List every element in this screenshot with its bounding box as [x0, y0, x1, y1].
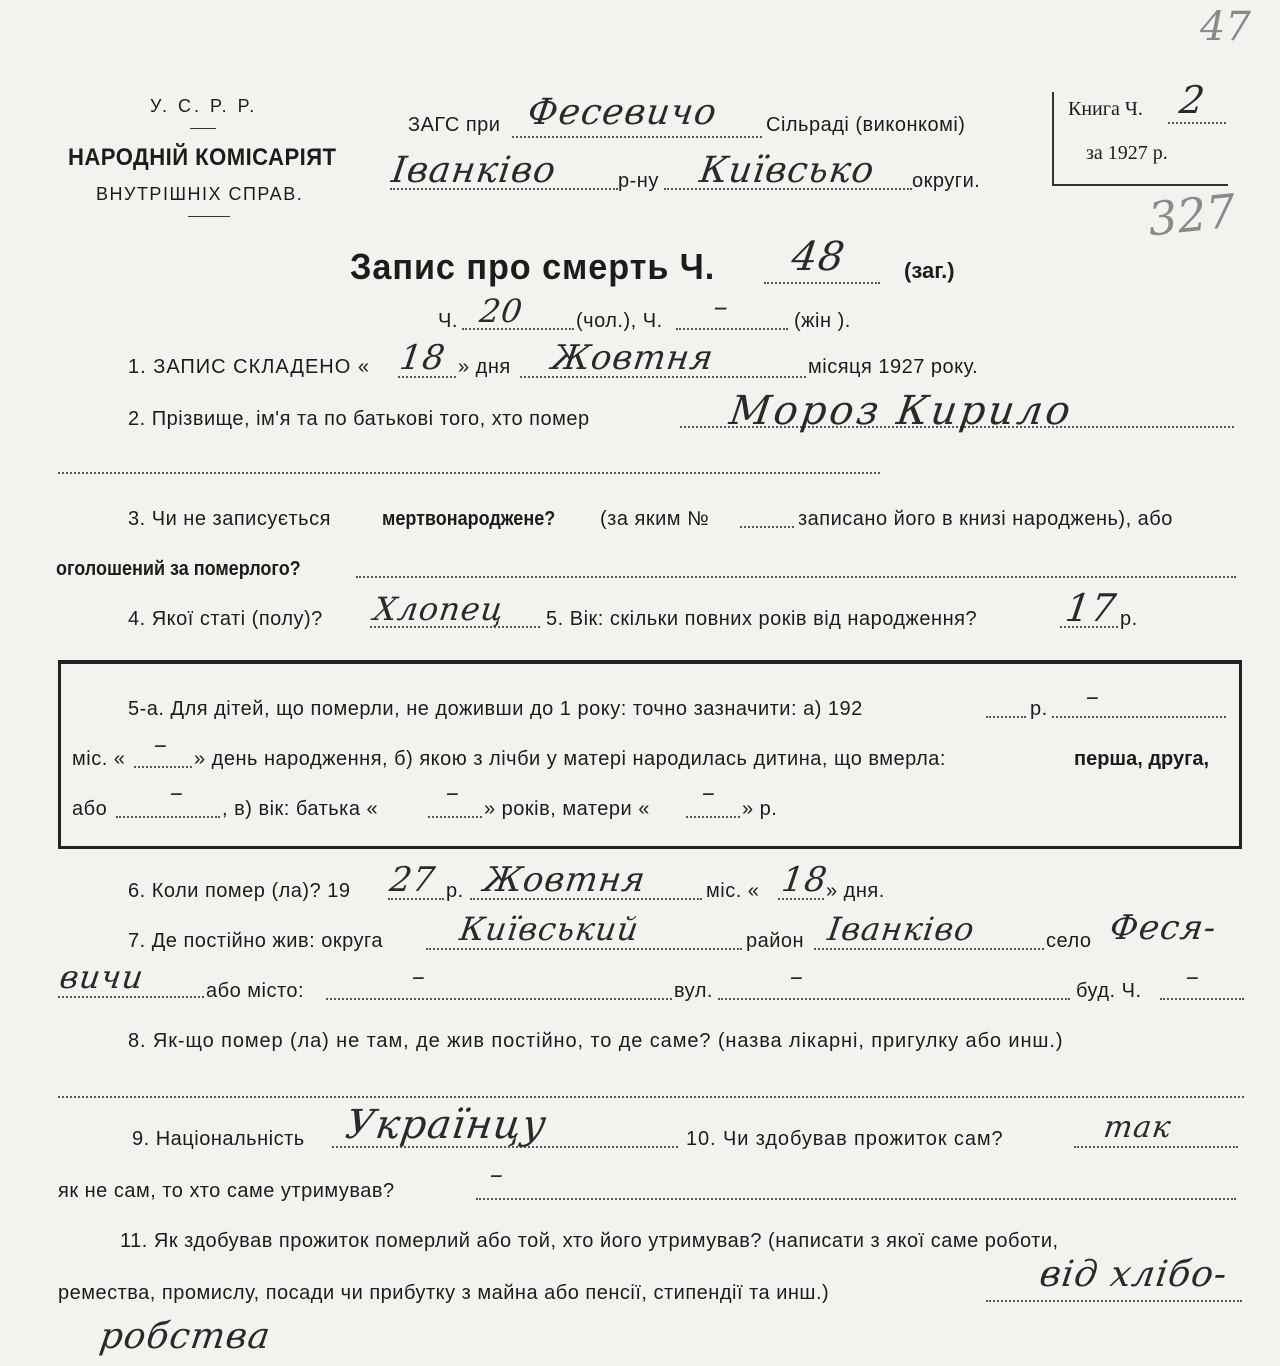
okruga-value: Київсько	[697, 150, 878, 191]
record-title: Запис про смерть Ч.	[350, 246, 716, 287]
q5a-father-dash: –	[443, 778, 463, 808]
q7-label: 7. Де постійно жив: округа	[128, 930, 383, 952]
q7-vul-label: вул.	[674, 980, 713, 1002]
q7-selo-label: село	[1046, 930, 1092, 952]
book-box-bottom	[1052, 184, 1228, 186]
q2-label: 2. Прізвище, ім'я та по батькові того, хто помер	[128, 408, 590, 430]
female-number: –	[711, 290, 732, 323]
female-line	[676, 328, 788, 330]
q6-suffix: » дня.	[826, 880, 885, 902]
rayon-label: р-ну	[618, 170, 659, 192]
selrada-suffix: Сільраді (виконкомі)	[766, 114, 966, 136]
q5a-mother-line	[686, 816, 740, 818]
q2-continuation-line	[58, 472, 880, 474]
q3-declared-line	[356, 576, 1236, 578]
q4-label: 4. Якої статі (полу)?	[128, 608, 323, 630]
q7-vul-line	[718, 998, 1070, 1000]
q4-sex-value: Хлопец	[371, 590, 507, 628]
q7-misto-line	[326, 998, 672, 1000]
male-prefix: Ч.	[438, 310, 458, 332]
book-num-line	[1168, 122, 1226, 124]
q5a-father-line	[428, 816, 482, 818]
zags-prefix: ЗАГС при	[408, 114, 501, 136]
q1-suffix: місяця 1927 року.	[808, 356, 979, 378]
q5a-order-line	[116, 816, 220, 818]
q6-label: 6. Коли помер (ла)? 19	[128, 880, 351, 902]
q5a-line3-b: , в) вік: батька «	[222, 798, 379, 820]
header-commissariat: НАРОДНІЙ КОМІСАРІЯТ	[68, 144, 337, 171]
q5-age-suffix: р.	[1120, 608, 1138, 630]
selrada-value: Фесевичо	[525, 92, 720, 133]
q2-name-value: Мороз Кирило	[726, 388, 1077, 434]
q10-value: так	[1101, 1110, 1174, 1145]
okruga-label: округи.	[912, 170, 981, 192]
q7-selo-line2	[58, 996, 204, 998]
q3-label-a: 3. Чи не записується	[128, 508, 331, 530]
q6-day-value: 18	[779, 860, 831, 900]
q3-number-line	[740, 526, 794, 528]
q7-selo-value: Феся-	[1107, 908, 1220, 948]
pencil-number-top: 47	[1200, 4, 1251, 50]
q8-label: 8. Як-що помер (ла) не там, де жив постійно, то де саме? (назва лікарні, пригулку або инш.)	[128, 1030, 1064, 1052]
header-ussr: У. С. Р. Р.	[150, 96, 258, 116]
q7-misto-dash: –	[409, 962, 429, 992]
book-label: Книга Ч.	[1068, 98, 1143, 120]
q1-month-value: Жовтня	[549, 338, 717, 378]
q10-supporter-dash: –	[487, 1160, 507, 1190]
q7-okruga-value: Київський	[457, 910, 642, 948]
q7-bud-dash: –	[1183, 962, 1203, 992]
q6-r: р.	[446, 880, 464, 902]
q5a-day-dash: –	[151, 730, 171, 760]
male-label: (чол.), Ч.	[576, 310, 663, 332]
q5a-order-dash: –	[167, 778, 187, 808]
q5a-year-line	[986, 716, 1026, 718]
q9-label: 9. Національність	[132, 1128, 305, 1150]
q5a-day-line	[134, 766, 192, 768]
q5a-line3-c: » років, матери «	[484, 798, 650, 820]
q8-answer-line	[58, 1096, 1244, 1098]
q7-bud-line	[1160, 998, 1244, 1000]
q5a-line3-d: » р.	[742, 798, 778, 820]
q11-line1: 11. Як здобував прожиток померлий або той, хто його утримував? (написати з якої саме роботи,	[120, 1230, 1059, 1252]
q7-rayon-value: Іванківо	[825, 910, 978, 948]
q11-answer-line	[986, 1300, 1242, 1302]
q5a-line2-b: » день народження, б) якою з лічби у матері народилась дитина, що вмерла:	[194, 748, 946, 770]
q11-value-1: від хлібо-	[1037, 1254, 1231, 1295]
q7-vul-dash: –	[787, 962, 807, 992]
record-number: 48	[788, 234, 849, 280]
q5a-line2-a: міс. «	[72, 748, 126, 770]
q7-rayon-line	[814, 948, 1044, 950]
q3-label-c: (за яким №	[600, 508, 710, 530]
q6-mis: міс. «	[706, 880, 760, 902]
q10-supporter-line	[476, 1198, 1236, 1200]
q6-month-value: Жовтня	[481, 860, 649, 900]
book-number: 2	[1176, 78, 1209, 122]
q7-selo-value-2: вичи	[57, 958, 147, 996]
header-divider-2	[188, 216, 230, 217]
record-num-line	[764, 282, 880, 284]
q7-rayon-label: район	[746, 930, 805, 952]
pencil-number-side: 327	[1145, 183, 1239, 247]
header-divider-1	[190, 128, 216, 129]
q5a-r: р.	[1030, 698, 1048, 720]
q3-stillborn: мертвонароджене?	[382, 508, 556, 530]
q7-okruga-line	[426, 948, 742, 950]
q10-label: 10. Чи здобував прожиток сам?	[686, 1128, 1004, 1150]
book-box-left	[1052, 92, 1054, 184]
q5a-mother-dash: –	[699, 778, 719, 808]
header-internal-affairs: ВНУТРІШНІХ СПРАВ.	[96, 184, 304, 204]
male-number: 20	[477, 292, 526, 330]
q7-misto-label: або місто:	[206, 980, 305, 1002]
q5a-month-line	[1052, 716, 1226, 718]
female-label: (жін ).	[794, 310, 851, 332]
q3-label-d: записано його в книзі народжень), або	[798, 508, 1173, 530]
book-year: за 1927 р.	[1086, 142, 1168, 164]
q7-bud-label: буд. Ч.	[1076, 980, 1142, 1002]
q5-label: 5. Вік: скільки повних років від народження?	[546, 608, 978, 630]
q5a-month-dash: –	[1083, 682, 1103, 712]
q10-line2-label: як не сам, то хто саме утримував?	[58, 1180, 395, 1202]
rayon-value: Іванківо	[389, 150, 559, 191]
q3-declared-dead: оголошений за померлого?	[56, 558, 301, 580]
record-suffix: (заг.)	[904, 258, 955, 283]
q11-value-2: робства	[97, 1316, 274, 1357]
q5-age-value: 17	[1062, 586, 1120, 630]
q6-year-value: 27	[387, 860, 439, 900]
q5a-line1: 5-а. Для дітей, що померли, не доживши до 1 року: точно зазначити: а) 192	[128, 698, 863, 720]
q1-mid: » дня	[458, 356, 511, 378]
q1-label: 1. ЗАПИС СКЛАДЕНО «	[128, 356, 370, 378]
q9-nat-value: Українцу	[342, 1102, 550, 1148]
q5a-line3-a: або	[72, 798, 108, 820]
q10-line	[1074, 1146, 1238, 1148]
q5a-first-second: перша, друга,	[1074, 748, 1210, 770]
q1-day-value: 18	[397, 338, 449, 378]
selrada-line	[512, 136, 762, 138]
q11-line2: ремества, промислу, посади чи прибутку з майна або пенсії, стипендії та инш.)	[58, 1282, 830, 1304]
